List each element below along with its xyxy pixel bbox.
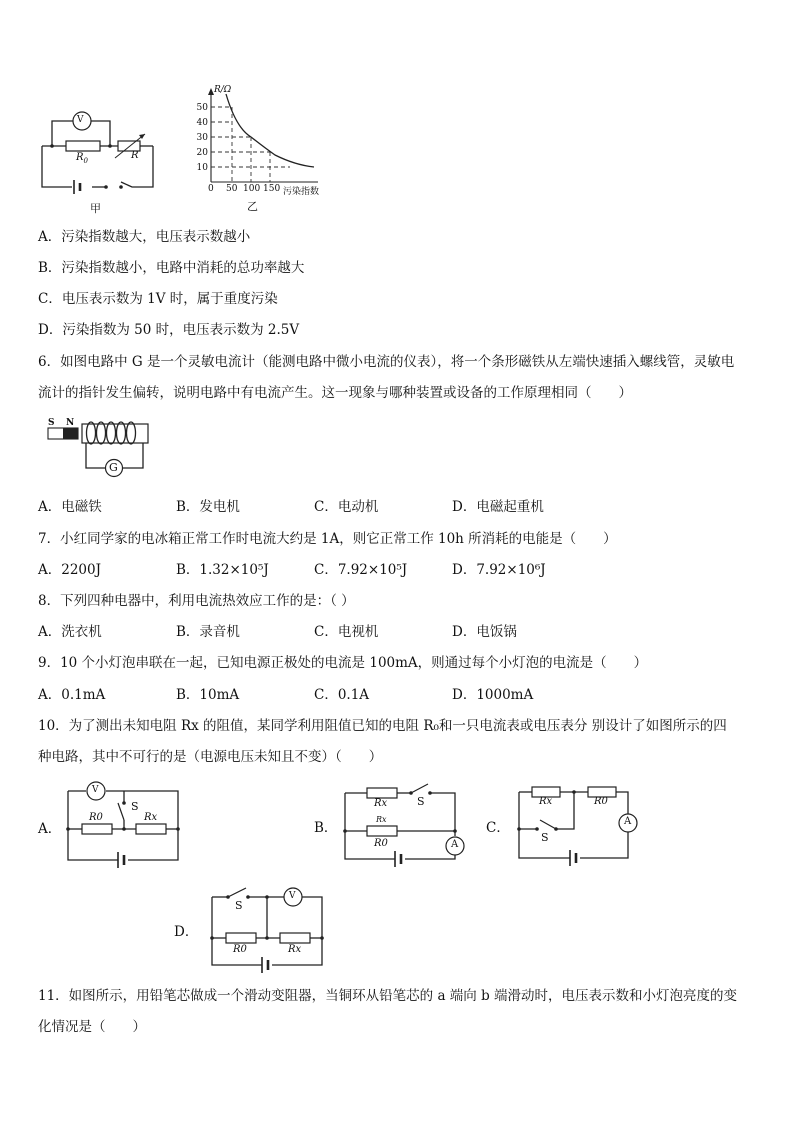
r0-subscript: 0: [83, 157, 88, 165]
q10-stem-line1: 10．为了测出未知电阻 Rx 的阻值，某同学利用阻值已知的电阻 R₀和一只电流表或电压表分 别设计了如图所示的四: [38, 718, 727, 734]
q5-option-c: C．电压表示数为 1V 时，属于重度污染: [38, 291, 278, 307]
q10-circuit-c: [517, 787, 637, 866]
q9-option-a: A．0.1mA: [38, 687, 106, 703]
q8-option-d: D．电饭锅: [452, 624, 517, 640]
graph-caption: 乙: [247, 200, 258, 213]
q7-stem: 7．小红同学家的电冰箱正常工作时电流大约是 1A，则它正常工作 10h 所消耗的电能是（ ）: [38, 531, 617, 547]
a-switch-label: S: [131, 800, 139, 813]
q10-stem-line2: 种电路，其中不可行的是（电源电压未知且不变）（ ）: [38, 749, 383, 765]
q9-option-b: B．10mA: [176, 687, 240, 703]
q7-option-c: C．7.92×10⁵J: [314, 562, 408, 578]
q9-option-c: C．0.1A: [314, 687, 370, 703]
a-rx-label: Rx: [144, 812, 158, 823]
graph-y-axis-label: R/Ω: [214, 85, 232, 95]
q8-stem: 8．下列四种电器中，利用电流热效应工作的是：（ ）: [38, 593, 355, 609]
d-rx-label: Rx: [288, 944, 302, 955]
q7-option-a: A．2200J: [38, 562, 102, 578]
y-tick: 20: [196, 148, 208, 158]
magnet-n-label: N: [66, 418, 75, 428]
b-r0-label: R0: [374, 838, 388, 849]
circuit-caption: 甲: [90, 202, 101, 215]
magnet-s-label: S: [48, 418, 55, 428]
q10-label-b: B．: [314, 820, 338, 836]
y-tick: 10: [196, 163, 208, 173]
x-tick: 0: [208, 184, 214, 194]
x-tick: 150: [263, 184, 281, 194]
q6-option-c: C．电动机: [314, 499, 379, 515]
q10-circuit-a: [66, 782, 180, 868]
q5-option-b: B．污染指数越小，电路中消耗的总功率越大: [38, 260, 305, 276]
q5-option-a: A．污染指数越大，电压表示数越小: [38, 229, 251, 245]
b-rx-label-small: Rx: [376, 815, 387, 824]
q6-option-a: A．电磁铁: [38, 499, 102, 515]
y-tick: 30: [196, 133, 208, 143]
q6-stem-line1: 6．如图电路中 G 是一个灵敏电流计（能测电路中微小电流的仪表），将一个条形磁铁从左端快速插入螺线管，灵敏电: [38, 354, 735, 370]
graph-x-axis-label: 污染指数: [283, 187, 320, 197]
q8-option-a: A．洗衣机: [38, 624, 102, 640]
c-rx-label: Rx: [539, 796, 553, 807]
q10-label-c: C．: [486, 820, 510, 836]
r-label: R: [131, 150, 139, 161]
q8-option-b: B．录音机: [176, 624, 240, 640]
b-ammeter-label: A: [451, 839, 459, 850]
y-tick: 40: [196, 118, 208, 128]
d-voltmeter-label: V: [289, 891, 296, 901]
c-ammeter-label: A: [624, 816, 632, 827]
q6-option-d: D．电磁起重机: [452, 499, 544, 515]
q10-label-d: D．: [174, 924, 199, 940]
q10-circuit-b: [343, 784, 464, 867]
x-tick: 100: [243, 184, 261, 194]
b-switch-label: S: [417, 795, 425, 808]
q11-stem-line1: 11．如图所示，用铅笔芯做成一个滑动变阻器，当铜环从铅笔芯的 a 端向 b 端滑动时，电压表示数和小灯泡亮度的变: [38, 988, 738, 1004]
q10-circuit-d: [210, 888, 324, 973]
voltmeter-label: V: [77, 115, 84, 125]
q11-stem-line2: 化情况是（ ）: [38, 1019, 146, 1035]
q6-option-b: B．发电机: [176, 499, 240, 515]
a-voltmeter-label: V: [92, 785, 99, 795]
y-tick: 50: [196, 103, 208, 113]
r0-letter: R: [76, 152, 84, 163]
q6-stem-line2: 流计的指针发生偏转，说明电路中有电流产生。这一现象与哪种装置或设备的工作原理相同（ ）: [38, 385, 632, 401]
q7-option-d: D．7.92×10⁶J: [452, 562, 546, 578]
d-switch-label: S: [235, 899, 243, 912]
c-r0-label: R0: [594, 796, 608, 807]
q5-option-d: D．污染指数为 50 时，电压表示数为 2.5V: [38, 322, 300, 338]
q9-option-d: D．1000mA: [452, 687, 534, 703]
x-tick: 50: [226, 184, 238, 194]
galvanometer-label: G: [109, 461, 118, 474]
q10-label-a: A．: [38, 821, 62, 837]
d-r0-label: R0: [233, 944, 247, 955]
q8-option-c: C．电视机: [314, 624, 379, 640]
c-switch-label: S: [541, 831, 549, 844]
b-rx-label-top: Rx: [374, 798, 388, 809]
a-r0-label: R0: [89, 812, 103, 823]
q9-stem: 9．10 个小灯泡串联在一起，已知电源正极处的电流是 100mA，则通过每个小灯泡的电流是（ ）: [38, 655, 648, 671]
q7-option-b: B．1.32×10⁵J: [176, 562, 269, 578]
